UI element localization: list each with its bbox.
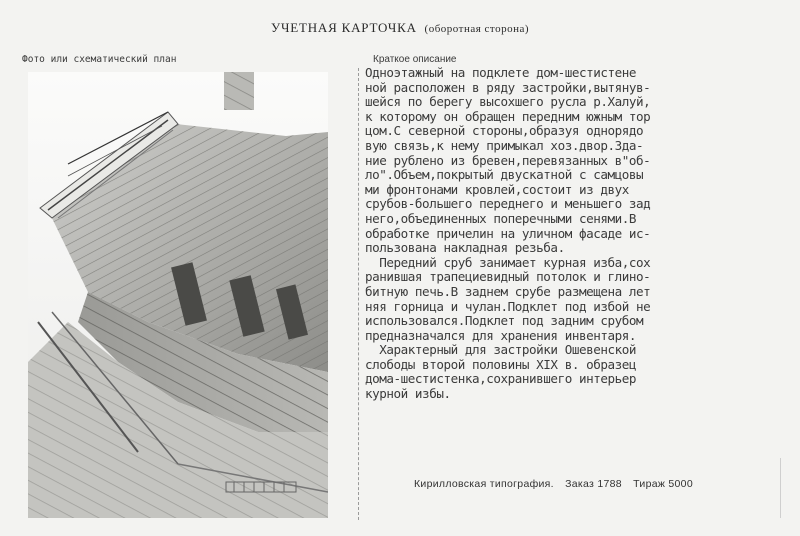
photo-section-label: Фото или схематический план xyxy=(22,54,177,65)
description-line: битную печь.В заднем срубе размещена лет xyxy=(365,284,651,299)
description-line: цом.С северной стороны,образуя однорядо xyxy=(365,124,644,139)
description-section-label: Краткое описание xyxy=(373,54,457,65)
description-line: шейся по берегу высохшего русла р.Халуй, xyxy=(365,95,651,110)
description-line: использовался.Подклет под задним срубом xyxy=(365,314,644,329)
description-line: Одноэтажный на подклете дом-шестистене xyxy=(365,66,637,80)
description-line: срубов-большего переднего и меньшего зад xyxy=(365,197,651,212)
card-title xyxy=(0,20,800,36)
imprint-line xyxy=(414,478,701,490)
description-line: пользована накладная резьба. xyxy=(365,241,565,256)
imprint-order: Заказ 1788 xyxy=(565,478,622,490)
column-divider xyxy=(358,68,359,520)
description-line: ранившая трапециевидный потолок и глино- xyxy=(365,270,651,285)
description-text xyxy=(365,66,785,402)
description-line: слободы второй половины XIX в. образец xyxy=(365,357,637,372)
description-line: обработке причелин на уличном фасаде ис- xyxy=(365,226,651,241)
description-line: няя горница и чулан.Подклет под избой не xyxy=(365,299,651,314)
imprint-printer: Кирилловская типография. xyxy=(414,478,554,490)
description-line: ло".Объем,покрытый двускатной с самцовы xyxy=(365,168,644,183)
description-line: Характерный для застройки Ошевенской xyxy=(365,343,637,358)
house-photo-image xyxy=(28,72,328,518)
description-line: дома-шестистенка,сохранившего интерьер xyxy=(365,372,637,387)
description-line: него,объединенных поперечными сенями.В xyxy=(365,211,637,226)
description-line: Передний сруб занимает курная изба,сох xyxy=(365,255,651,270)
edge-rule xyxy=(780,458,781,518)
card-title-main: УЧЕТНАЯ КАРТОЧКА xyxy=(270,20,417,35)
description-line: курной избы. xyxy=(365,387,451,402)
house-photo xyxy=(28,72,328,518)
description-line: вую связь,к нему примыкал хоз.двор.Зда- xyxy=(365,138,644,153)
imprint-run: Тираж 5000 xyxy=(633,478,693,490)
description-line: предназначался для хранения инвентаря. xyxy=(365,328,637,343)
description-line: ми фронтонами кровлей,состоит из двух xyxy=(365,182,629,197)
description-line: к которому он обращен передним южным тор xyxy=(365,109,651,124)
description-line: ной расположен в ряду застройки,вытянув- xyxy=(365,80,651,95)
description-line: ние рублено из бревен,перевязанных в"об- xyxy=(365,153,651,168)
card-title-subtitle: (оборотная сторона) xyxy=(424,23,530,35)
